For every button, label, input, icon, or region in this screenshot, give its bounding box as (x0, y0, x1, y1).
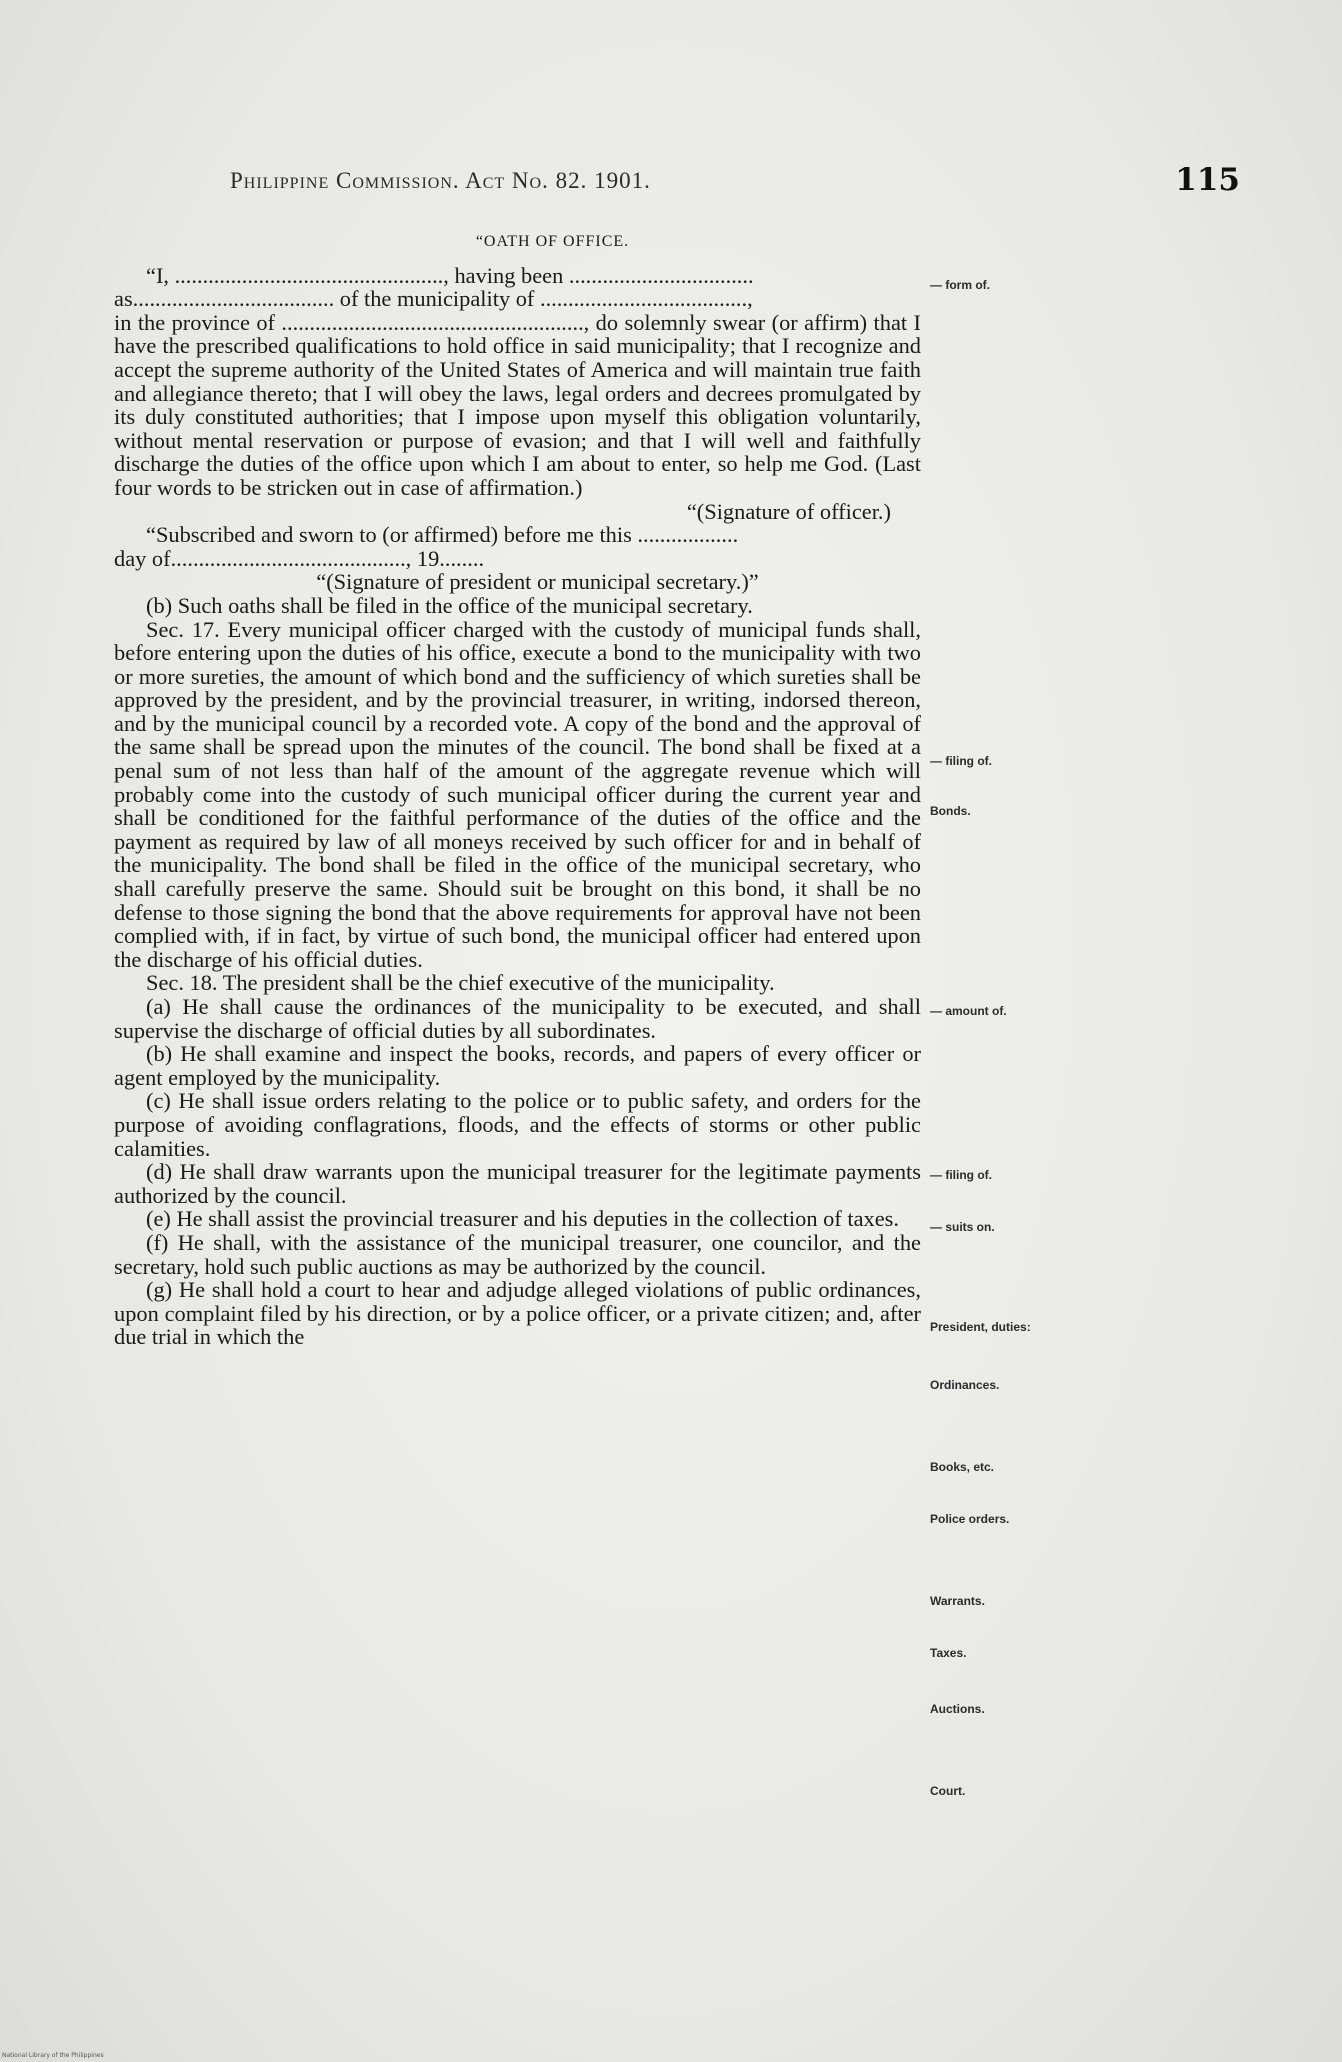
margin-note-bonds: Bonds. (930, 804, 971, 818)
margin-note-suits-on: — suits on. (930, 1220, 995, 1234)
paragraph-a: (a) He shall cause the ordinances of the municipality to be executed, and shall supervise the discharge of official duties by all subordinates. (114, 994, 921, 1043)
subscribed-line-2: day of.........................................., 19........ (114, 545, 485, 571)
oath-line-2: as.................................... of the municipality of ....................................., (114, 286, 753, 312)
oath-line-1: “I, ................................................, having been ................................. (146, 262, 754, 288)
margin-note-filing-of-bond: — filing of. (930, 1168, 992, 1182)
page-header (230, 162, 1240, 208)
margin-note-taxes: Taxes. (930, 1646, 967, 1660)
footer-credit: National Library of the Philippines (2, 2052, 104, 2059)
margin-note-amount-of: — amount of. (930, 1004, 1007, 1018)
paragraph-d: (d) He shall draw warrants upon the municipal treasurer for the legitimate payments authorized by the council. (114, 1159, 921, 1208)
paragraph-b-filing: (b) Such oaths shall be filed in the office of the municipal secretary. (146, 592, 753, 618)
paragraph-f: (f) He shall, with the assistance of the municipal treasurer, one councilor, and the secretary, hold such public auctions as may be authorized by the council. (114, 1229, 921, 1279)
margin-note-police-orders: Police orders. (930, 1512, 1010, 1526)
section-18: Sec. 18. The president shall be the chief executive of the municipality. (146, 970, 775, 996)
section-17: Sec. 17. Every municipal officer charged with the custody of municipal funds shall, before entering upon the duties of his office, execute a bond to the municipality with two or more sureties, the amount of which bond and the sufficiency of which sureties shall be approved by the president, and by the provincial treasurer, in writing, indorsed thereon, and by the municipal council by a recorded vote. A copy of the bond and the approval of the same shall be spread upon the minutes of the council. The bond shall be fixed at a penal sum of not less than half of the amount of the aggregate revenue which will probably come into the custody of such municipal officer during the current year and shall be conditioned for the faithful performance of the duties of the office and the payment as required by law of all moneys received by such officer for and in behalf of the municipality. The bond shall be filed in the office of the municipal secretary, who shall carefully preserve the same. Should suit be brought on this bond, it shall be no defense to those signing the bond that the above requirements for approval have not been complied with, if in fact, by virtue of such bond, the municipal officer had entered upon the discharge of his official duties. (114, 616, 921, 972)
signature-officer: “(Signature of officer.) (686, 498, 891, 524)
page-number: 115 (1175, 162, 1240, 198)
oath-title: “OATH OF OFFICE. (475, 233, 630, 250)
oath-body: in the province of ......................................................, do solemnly swear (or affirm) that I have the prescribed qualifications to hold office in said municipality; that I recognize and accept the supreme authority of the United States of America and will maintain true faith and allegiance thereto; that I will obey the laws, legal orders and decrees promulgated by its duly constituted authorities; that I impose upon myself this obligation voluntarily, without mental reservation or purpose of evasion; and that I will well and faithfully discharge the duties of the office upon which I am about to enter, so help me God. (Last four words to be stricken out in case of affirmation.) (114, 309, 921, 500)
margin-note-ordinances: Ordinances. (930, 1378, 1000, 1392)
paragraph-e: (e) He shall assist the provincial treasurer and his deputies in the collection of taxes. (146, 1206, 899, 1232)
signature-president: “(Signature of president or municipal secretary.)” (316, 569, 759, 595)
paragraph-b: (b) He shall examine and inspect the books, records, and papers of every officer or agent employed by the municipality. (114, 1041, 921, 1090)
body-text (114, 230, 921, 1349)
margin-note-warrants: Warrants. (930, 1594, 985, 1608)
margin-note-auctions: Auctions. (930, 1702, 985, 1716)
margin-note-books-etc: Books, etc. (930, 1460, 995, 1474)
running-head: Philippine Commission. Act No. 82. 1901. (230, 168, 651, 193)
margin-note-president-duties: President, duties: (930, 1320, 1031, 1334)
paragraph-g: (g) He shall hold a court to hear and adjudge alleged violations of public ordinances, upon complaint filed by his direction, or by a police officer, or a private citizen; and, after due trial in which the (114, 1277, 921, 1350)
margin-note-form-of: — form of. (930, 278, 990, 292)
subscribed-line-1: “Subscribed and sworn to (or affirmed) before me this .................. (146, 522, 739, 548)
paragraph-c: (c) He shall issue orders relating to the police or to public safety, and orders for the purpose of avoiding conflagrations, floods, and the effects of storms or other public calamities. (114, 1088, 921, 1161)
margin-note-court: Court. (930, 1784, 966, 1798)
margin-note-filing-of-oath: — filing of. (930, 754, 992, 768)
